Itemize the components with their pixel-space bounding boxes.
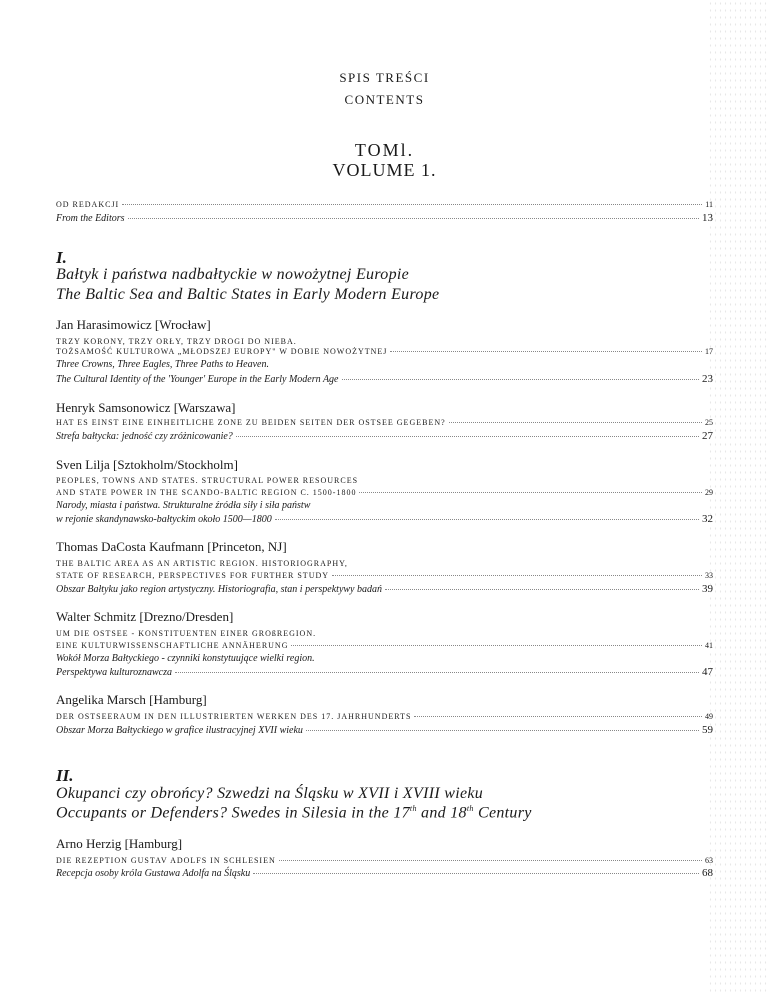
entry-title: Obszar Bałtyku jako region artystyczny. Historiografia, stan i perspektywy badań bbox=[56, 584, 382, 595]
toc-entry[interactable] bbox=[56, 712, 713, 721]
toc-entry[interactable] bbox=[56, 856, 713, 865]
heading-volume: VOLUME 1. bbox=[332, 160, 437, 180]
toc-entry[interactable] bbox=[56, 347, 713, 356]
toc-entry[interactable] bbox=[56, 641, 713, 650]
entry-title: TOŻSAMOŚĆ KULTUROWA „MŁODSZEJ EUROPY" W DOBIE NOWOŻYTNEJ bbox=[56, 347, 388, 356]
toc-entry[interactable] bbox=[56, 488, 713, 497]
scan-noise bbox=[708, 0, 768, 994]
entry-line: TRZY KORONY, TRZY ORŁY, TRZY DROGI DO NIEBA. bbox=[56, 337, 297, 346]
title-part: and 18 bbox=[416, 804, 467, 822]
toc-entry[interactable] bbox=[56, 200, 713, 209]
toc-entry[interactable] bbox=[56, 867, 713, 879]
entry-line: Three Crowns, Three Eagles, Three Paths to Heaven. bbox=[56, 359, 269, 370]
leader-dots bbox=[385, 589, 699, 590]
page-number: 27 bbox=[702, 430, 713, 442]
toc-entry[interactable] bbox=[56, 666, 713, 678]
page-number: 33 bbox=[705, 571, 713, 580]
heading-tom: TOMl. bbox=[354, 140, 415, 160]
entry-line: PEOPLES, TOWNS AND STATES. STRUCTURAL POWER RESOURCES bbox=[56, 476, 359, 485]
page-number: 39 bbox=[702, 583, 713, 595]
entry-title: w rejonie skandynawsko-bałtyckim około 1500—1800 bbox=[56, 514, 272, 525]
author-name: Henryk Samsonowicz [Warszawa] bbox=[56, 400, 236, 415]
leader-dots bbox=[332, 575, 702, 576]
title-part: Occupants or Defenders? Swedes in Silesia in the 17 bbox=[56, 804, 410, 822]
page-number: 49 bbox=[705, 712, 713, 721]
leader-dots bbox=[175, 672, 699, 673]
entry-title: STATE OF RESEARCH, PERSPECTIVES FOR FURTHER STUDY bbox=[56, 571, 330, 580]
entry-title: The Cultural Identity of the 'Younger' Europe in the Early Modern Age bbox=[56, 374, 339, 385]
entry-title: DER OSTSEERAUM IN DEN ILLUSTRIERTEN WERKEN DES 17. JAHRHUNDERTS bbox=[56, 712, 412, 721]
title-part: Century bbox=[473, 804, 532, 822]
entry-title: Perspektywa kulturoznawcza bbox=[56, 667, 173, 678]
section-number: II. bbox=[56, 766, 74, 785]
page-number: 29 bbox=[705, 488, 713, 497]
leader-dots bbox=[122, 204, 702, 205]
page-number: 59 bbox=[702, 724, 713, 736]
author-name: Angelika Marsch [Hamburg] bbox=[56, 692, 207, 707]
toc-entry[interactable] bbox=[56, 583, 713, 595]
entry-title: EINE KULTURWISSENSCHAFTLICHE ANNÄHERUNG bbox=[56, 641, 289, 650]
heading-spis: SPIS TREŚCI bbox=[339, 70, 430, 85]
entry-title: Strefa bałtycka: jedność czy zróżnicowanie? bbox=[56, 431, 233, 442]
superscript: th bbox=[466, 804, 474, 813]
toc-entry[interactable] bbox=[56, 571, 713, 580]
page-number: 17 bbox=[705, 347, 713, 356]
superscript: th bbox=[409, 804, 417, 813]
page-number: 47 bbox=[702, 666, 713, 678]
author-name: Sven Lilja [Sztokholm/Stockholm] bbox=[56, 457, 238, 472]
entry-title: AND STATE POWER IN THE SCANDO-BALTIC REGION C. 1500-1800 bbox=[56, 488, 357, 497]
toc-entry[interactable] bbox=[56, 373, 713, 385]
page-number: 13 bbox=[702, 212, 713, 224]
author-name: Thomas DaCosta Kaufmann [Princeton, NJ] bbox=[56, 539, 287, 554]
leader-dots bbox=[449, 422, 702, 423]
leader-dots bbox=[390, 351, 702, 352]
leader-dots bbox=[236, 436, 699, 437]
page-number: 68 bbox=[702, 867, 713, 879]
leader-dots bbox=[279, 860, 702, 861]
entry-line: Narody, miasta i państwa. Strukturalne źródła siły i siła państw bbox=[56, 500, 311, 511]
section-number: I. bbox=[56, 248, 67, 267]
section-title-en: The Baltic Sea and Baltic States in Early Modern Europe bbox=[56, 286, 440, 303]
toc-entry[interactable] bbox=[56, 418, 713, 427]
leader-dots bbox=[359, 492, 702, 493]
toc-entry[interactable] bbox=[56, 212, 713, 224]
page-number: 63 bbox=[705, 856, 713, 865]
toc-entry[interactable] bbox=[56, 430, 713, 442]
entry-title: Obszar Morza Bałtyckiego w grafice ilustracyjnej XVII wieku bbox=[56, 725, 303, 736]
entry-line: UM DIE OSTSEE - KONSTITUENTEN EINER GROßREGION. bbox=[56, 629, 317, 638]
leader-dots bbox=[253, 873, 699, 874]
section-title-pl: Okupanci czy obrońcy? Szwedzi na Śląsku w XVII i XVIII wieku bbox=[56, 785, 484, 802]
entry-title: Recepcja osoby króla Gustawa Adolfa na Śląsku bbox=[56, 868, 251, 879]
entry-title: DIE REZEPTION GUSTAV ADOLFS IN SCHLESIEN bbox=[56, 856, 276, 865]
page-number: 23 bbox=[702, 373, 713, 385]
leader-dots bbox=[306, 730, 699, 731]
page-number: 25 bbox=[705, 418, 713, 427]
leader-dots bbox=[275, 519, 699, 520]
entry-title: OD REDAKCJI bbox=[56, 200, 120, 209]
leader-dots bbox=[128, 218, 699, 219]
author-name: Arno Herzig [Hamburg] bbox=[56, 836, 183, 851]
leader-dots bbox=[342, 379, 700, 380]
entry-title: HAT ES EINST EINE EINHEITLICHE ZONE ZU BEIDEN SEITEN DER OSTSEE GEGEBEN? bbox=[56, 418, 446, 427]
entry-title: From the Editors bbox=[56, 213, 125, 224]
page-number: 11 bbox=[705, 200, 713, 209]
toc-entry[interactable] bbox=[56, 513, 713, 525]
author-name: Walter Schmitz [Drezno/Dresden] bbox=[56, 609, 234, 624]
page-number: 32 bbox=[702, 513, 713, 525]
toc-entry[interactable] bbox=[56, 724, 713, 736]
author-name: Jan Harasimowicz [Wrocław] bbox=[56, 317, 211, 332]
entry-line: Wokół Morza Bałtyckiego - czynniki konstytuujące wielki region. bbox=[56, 653, 315, 664]
page-number: 41 bbox=[705, 641, 713, 650]
heading-contents: CONTENTS bbox=[344, 92, 425, 107]
leader-dots bbox=[291, 645, 702, 646]
entry-line: THE BALTIC AREA AS AN ARTISTIC REGION. HISTORIOGRAPHY, bbox=[56, 559, 348, 568]
section-title-en bbox=[56, 804, 532, 822]
section-title-pl: Bałtyk i państwa nadbałtyckie w nowożytnej Europie bbox=[56, 266, 410, 283]
leader-dots bbox=[414, 716, 702, 717]
